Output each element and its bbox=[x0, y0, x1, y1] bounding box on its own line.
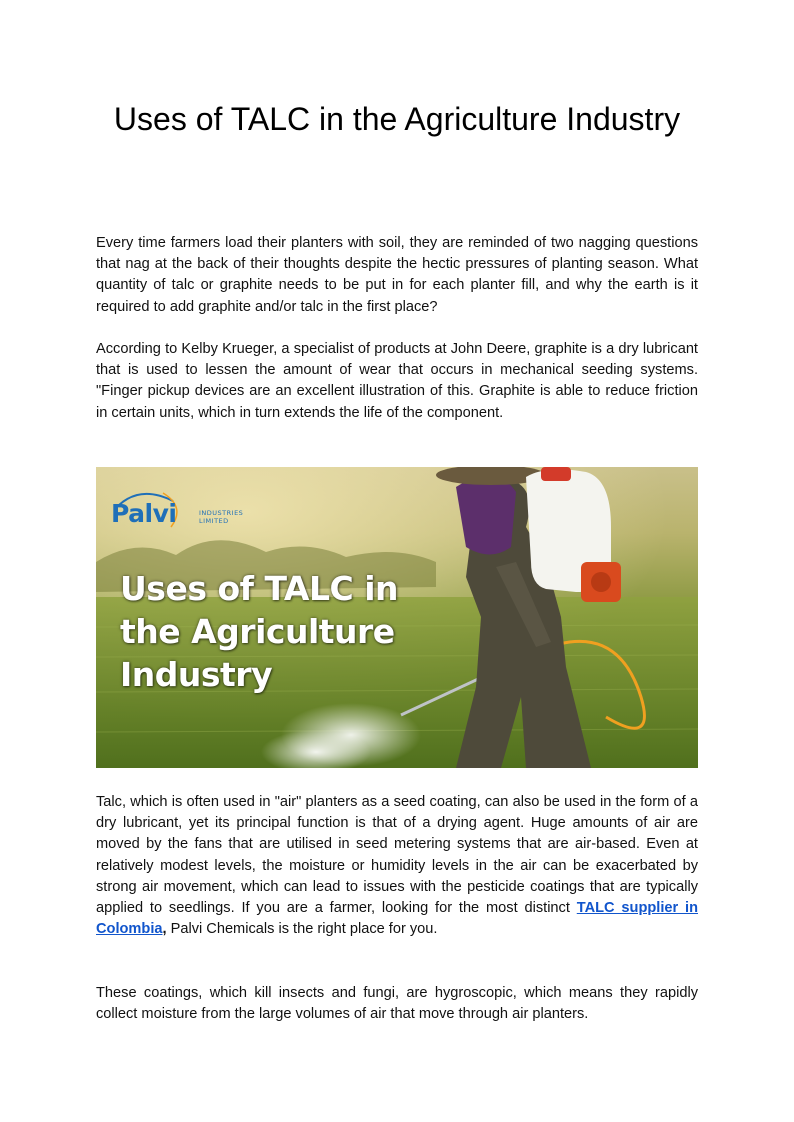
palvi-logo bbox=[111, 487, 261, 537]
banner-title-line-3: Industry bbox=[120, 655, 273, 694]
talc-paragraph-tail: Palvi Chemicals is the right place for you. bbox=[166, 921, 438, 938]
talc-supplier-link[interactable]: TALC supplier in Colombia bbox=[96, 900, 698, 938]
logo-subtitle bbox=[199, 509, 243, 525]
logo-sub-line-2: LIMITED bbox=[199, 517, 229, 525]
logo-wordmark: Palvi bbox=[111, 499, 177, 528]
logo-sub-line-1: INDUSTRIES bbox=[199, 509, 244, 517]
talc-paragraph bbox=[96, 792, 698, 940]
banner-title-line-2: the Agriculture bbox=[120, 612, 395, 651]
intro-paragraph: Every time farmers load their planters with soil, they are reminded of two nagging questions that nag at the back of their thoughts despite the hectic pressures of planting season. What quantity of talc or graphite needs to be put in for each planter fill, and why the earth is it required to add graphite and/or talc in the first place? bbox=[96, 235, 698, 315]
page-title: Uses of TALC in the Agriculture Industry bbox=[113, 101, 681, 137]
coatings-paragraph: These coatings, which kill insects and fungi, are hygroscopic, which means they rapidly collect moisture from the large volumes of air that move through air planters. bbox=[96, 985, 698, 1023]
banner-title-line-1: Uses of TALC in bbox=[120, 569, 398, 608]
talc-paragraph-text: Talc, which is often used in "air" planters as a seed coating, can also be used in the form of a dry lubricant, yet its principal function is that of a drying agent. Huge amounts of air are moved by the fans that are utilised in seed metering systems that are air-based. Even at relatively modest levels, the moisture or humidity levels in the air can be exacerbated by strong air movement, which can lead to issues with the pesticide coatings that are typically applied to seedlings. If you are a farmer, looking for the most distinct bbox=[96, 794, 698, 917]
graphite-paragraph: According to Kelby Krueger, a specialist of products at John Deere, graphite is a dry lubricant that is used to lessen the amount of wear that occurs in mechanical seeding systems. "Finger pickup devices are an excellent illustration of this. Graphite is able to reduce friction in certain units, which in turn extends the life of the component. bbox=[96, 341, 698, 421]
banner-image bbox=[96, 467, 698, 768]
banner-title bbox=[120, 567, 450, 696]
link-comma: , bbox=[162, 921, 167, 938]
